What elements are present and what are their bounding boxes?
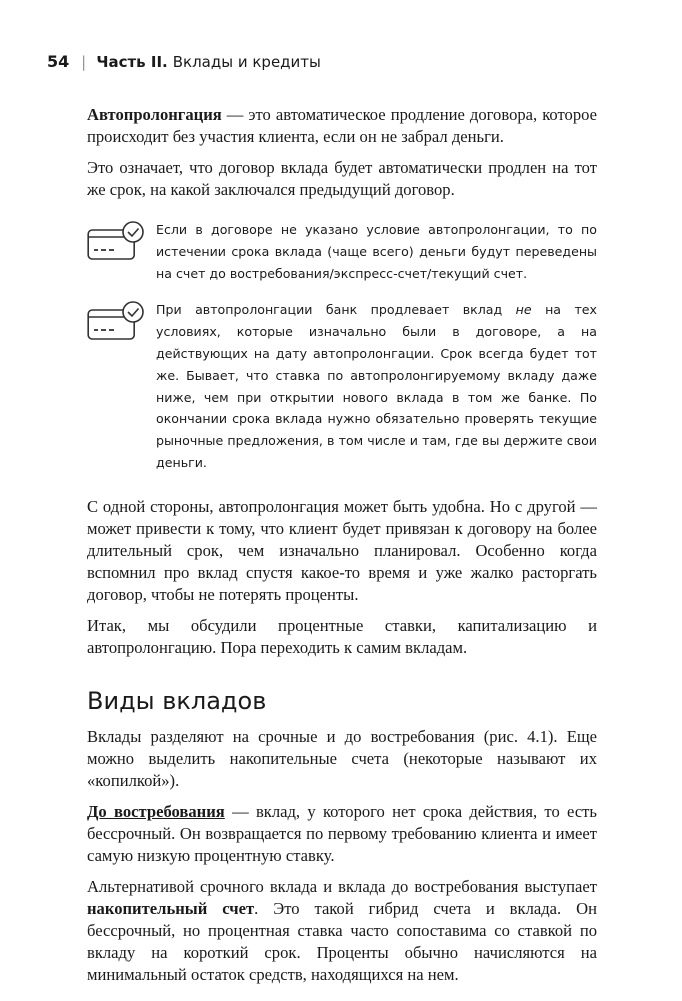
card-check-icon: [87, 220, 147, 266]
paragraph-demand-deposit: [87, 801, 597, 867]
section-title: Виды вкладов: [87, 686, 267, 715]
paragraph-autoprolongation-definition: [87, 104, 597, 148]
card-check-icon: [87, 300, 147, 346]
paragraph-deposit-types: Вклады разделяют на срочные и до востребования (рис. 4.1). Еще можно выделить накопительные счета (некоторые называют их «копилкой»).: [87, 726, 597, 790]
savings-text-start: Альтернативой срочного вклада и вклада до востребования выступает: [87, 876, 597, 896]
note-2-text-end: на тех условиях, которые изначально были в договоре, а на действующих на дату автопролонгации. Срок всегда будет тот же. Бывает, что ставка по автопролонгируемому вкладу даже ниже, чем при открытии нового вклада в том же банке. По окончании срока вклада нужно обязательно проверять текущие рыночные предложения, в том числе и там, где вы держите свои деньги.: [156, 302, 597, 470]
term-autoprolongation: Автопролонгация: [87, 105, 222, 124]
definition-text: — это автоматическое продление договора, которое происходит без участия клиента, если он не забрал деньги.: [87, 105, 597, 146]
term-savings-account: накопительный счет: [87, 898, 255, 918]
part-label: Часть II.: [96, 52, 168, 71]
paragraph-meaning: Это означает, что договор вклада будет автоматически продлен на тот же срок, на какой заключался предыдущий договор.: [87, 158, 597, 199]
page-number: 54: [47, 52, 70, 71]
paragraph-pros-cons: С одной стороны, автопролонгация может быть удобна. Но с другой — может привести к тому, что клиент будет привязан к договору на более длительный срок, чем изначально планировал. Особенно когда вспомнил про вклад спустя какое-то время и уже жалко расторгать договор, чтобы не потерять проценты.: [87, 496, 597, 604]
savings-text-end: . Это такой гибрид счета и вклада. Он бессрочный, но процентная ставка часто сопоставима со ставкой по вкладу на короткий срок. Проценты обычно начисляются на минимальный остаток средств, находящихся на нем.: [87, 898, 597, 984]
header-separator: |: [81, 52, 87, 71]
note-1-text: Если в договоре не указано условие автопролонгации, то по истечении срока вклада (чаще всего) деньги будут переведены на счет до востребования/экспресс-счет/текущий счет.: [156, 222, 597, 281]
demand-deposit-text: — вклад, у которого нет срока действия, то есть бессрочный. Он возвращается по первому требованию клиента и имеет самую низкую процентную ставку.: [87, 801, 598, 865]
paragraph-summary: Итак, мы обсудили процентные ставки, капитализацию и автопролонгацию. Пора переходить к самим вкладам.: [87, 615, 597, 657]
paragraph-savings-account: [87, 876, 597, 986]
page-body: [87, 104, 597, 986]
term-demand-deposit: До востребования: [87, 801, 225, 821]
part-title: Вклады и кредиты: [172, 52, 321, 71]
note-box-1: [87, 219, 597, 284]
note-2-text-start: При автопролонгации банк продлевает вклад: [156, 302, 516, 318]
note-2-emphasis: не: [515, 302, 532, 318]
note-box-2: [87, 299, 597, 473]
page-header: [47, 52, 321, 71]
note-2-text: [156, 299, 597, 473]
